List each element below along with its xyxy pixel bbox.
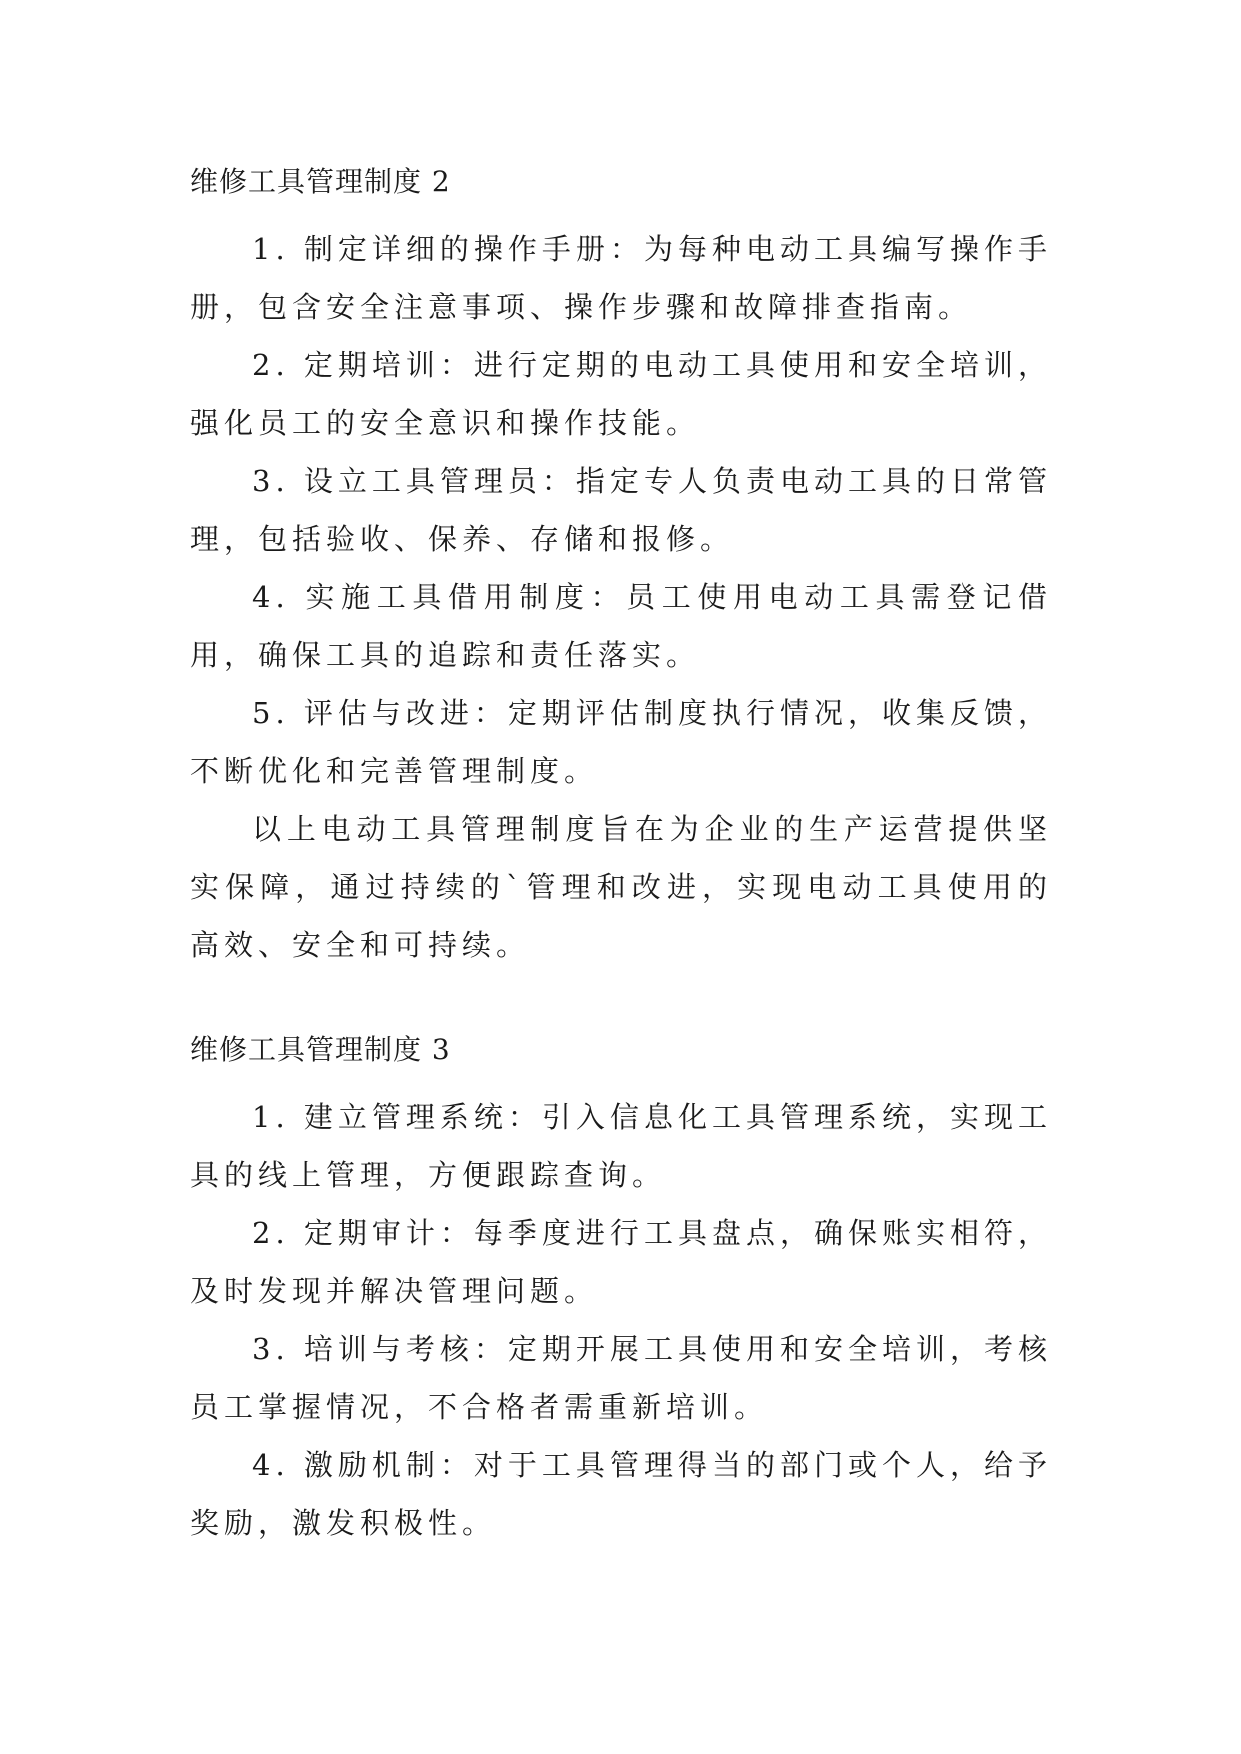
paragraph: 5. 评估与改进：定期评估制度执行情况，收集反馈，不断优化和完善管理制度。 (190, 696, 1052, 788)
paragraph: 1. 制定详细的操作手册：为每种电动工具编写操作手册，包含安全注意事项、操作步骤和故障排查指南。 (190, 232, 1052, 324)
paragraph: 4. 实施工具借用制度：员工使用电动工具需登记借用，确保工具的追踪和责任落实。 (190, 580, 1052, 672)
paragraph: 2. 定期培训：进行定期的电动工具使用和安全培训，强化员工的安全意识和操作技能。 (190, 348, 1052, 440)
section-3 (190, 1030, 1052, 1552)
section-2 (190, 162, 1052, 974)
paragraph: 3. 设立工具管理员：指定专人负责电动工具的日常管理，包括验收、保养、存储和报修。 (190, 464, 1052, 556)
document-page (190, 162, 1052, 1552)
section-title: 维修工具管理制度 3 (190, 1033, 451, 1066)
paragraph: 以上电动工具管理制度旨在为企业的生产运营提供坚实保障，通过持续的`管理和改进，实现电动工具使用的高效、安全和可持续。 (190, 812, 1052, 962)
paragraph: 4. 激励机制：对于工具管理得当的部门或个人，给予奖励，激发积极性。 (190, 1448, 1052, 1540)
section-title: 维修工具管理制度 2 (190, 165, 451, 198)
paragraph: 3. 培训与考核：定期开展工具使用和安全培训，考核员工掌握情况，不合格者需重新培训。 (190, 1332, 1052, 1424)
paragraph: 1. 建立管理系统：引入信息化工具管理系统，实现工具的线上管理，方便跟踪查询。 (190, 1100, 1052, 1192)
paragraph: 2. 定期审计：每季度进行工具盘点，确保账实相符，及时发现并解决管理问题。 (190, 1216, 1052, 1308)
